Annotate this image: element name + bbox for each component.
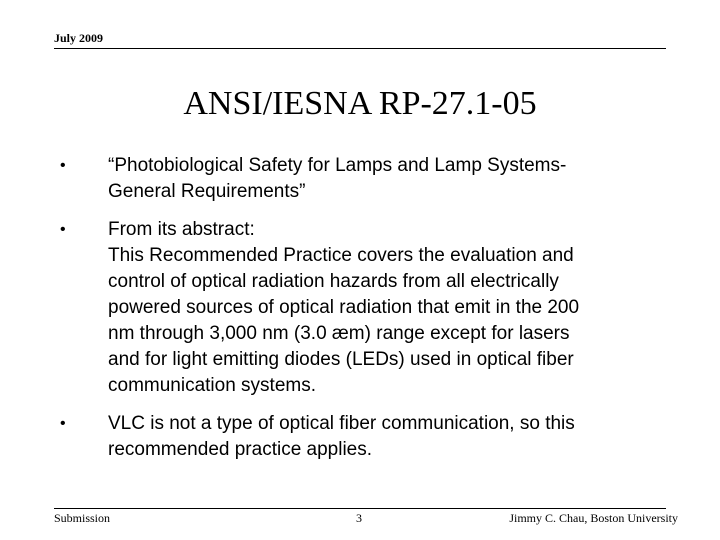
slide-title: ANSI/IESNA RP-27.1-05 [183, 85, 537, 122]
header-divider [54, 48, 666, 49]
bullet-line: powered sources of optical radiation that emit in the 200 [108, 297, 580, 318]
bullet-line: From its abstract: [108, 219, 255, 240]
bullet-text [108, 411, 668, 463]
bullet-text [108, 217, 668, 399]
header-date: July 2009 [54, 31, 104, 45]
bullet-line: communication systems. [108, 375, 317, 396]
bullet-marker: • [60, 221, 66, 238]
bullet-line: “Photobiological Safety for Lamps and Lamp Systems- [108, 155, 567, 176]
bullet-line: nm through 3,000 nm (3.0 æm) range except for lasers [108, 323, 570, 344]
bullet-line: recommended practice applies. [108, 439, 373, 460]
bullet-line: and for light emitting diodes (LEDs) used in optical fiber [108, 349, 574, 370]
footer-submission: Submission [54, 511, 111, 525]
bullet-marker: • [60, 157, 66, 174]
bullet-line: VLC is not a type of optical fiber communication, so this [108, 413, 575, 434]
bullet-line: General Requirements” [108, 181, 306, 202]
page-number: 3 [356, 511, 362, 525]
footer-author: Jimmy C. Chau, Boston University [509, 511, 678, 525]
bullet-line: control of optical radiation hazards from all electrically [108, 271, 559, 292]
footer-divider [54, 508, 666, 509]
bullet-line: This Recommended Practice covers the evaluation and [108, 245, 574, 266]
bullet-text [108, 153, 668, 205]
bullet-marker: • [60, 415, 66, 432]
